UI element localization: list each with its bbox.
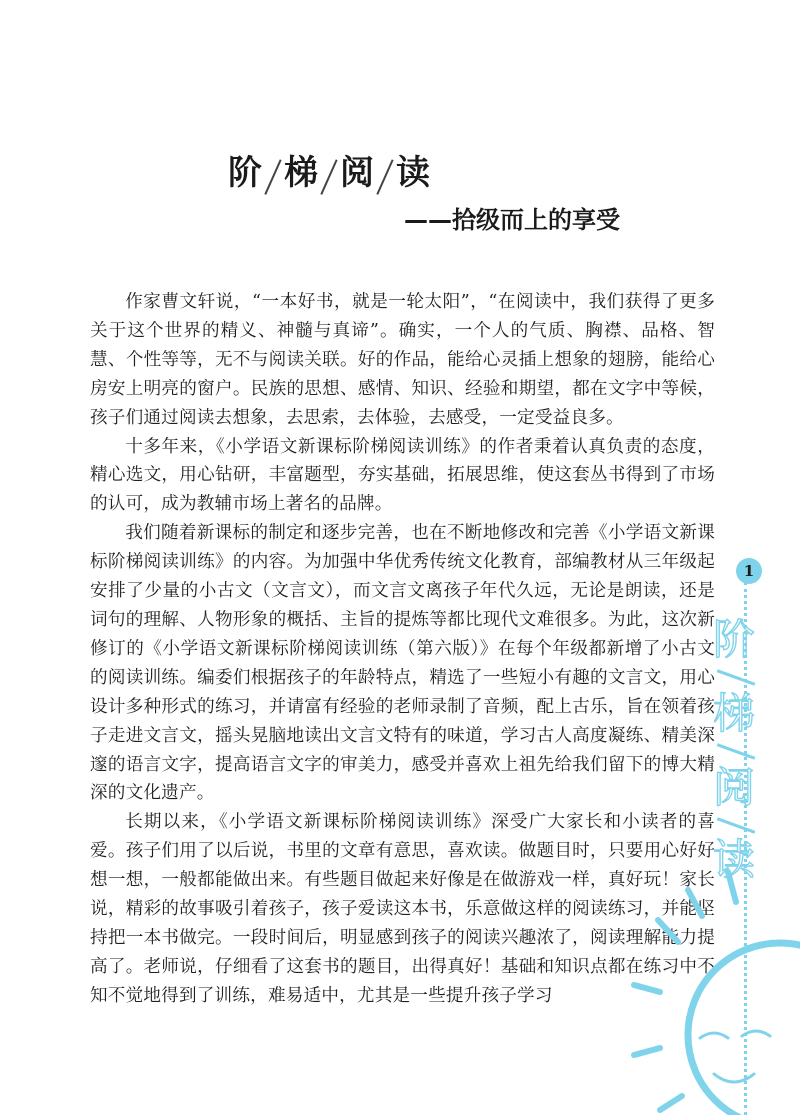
page-title bbox=[228, 148, 430, 198]
side-decor-char: 阶 bbox=[712, 615, 755, 664]
page-subtitle: ——拾级而上的享受 bbox=[404, 206, 620, 234]
page-number-badge: 1 bbox=[736, 558, 762, 584]
title-slash-divider bbox=[377, 148, 393, 198]
side-decor-char: 阅 bbox=[712, 763, 755, 812]
title-char: 梯 bbox=[284, 153, 318, 193]
body-text bbox=[90, 288, 715, 1011]
title-char: 阶 bbox=[228, 153, 262, 193]
paragraph: 十多年来，《小学语文新课标阶梯阅读训练》的作者秉着认真负责的态度，精心选文，用心钻研，丰富题型，夯实基础，拓展思维，使这套丛书得到了市场的认可，成为教辅市场上著名的品牌。 bbox=[90, 436, 715, 515]
side-decor-char: 梯 bbox=[712, 689, 755, 738]
side-decor-char: 读 bbox=[712, 835, 755, 884]
paragraph: 作家曹文轩说，“一本好书，就是一轮太阳”，“在阅读中，我们获得了更多关于这个世界的精义、神髓与真谛”。确实，一个人的气质、胸襟、品格、智慧、个性等等，无不与阅读关联。好的作品，能给心灵插上想象的翅膀，能给心房安上明亮的窗户。民族的思想、感情、知识、经验和期望，都在文字中等候，孩子们通过阅读去想象，去思索，去体验，去感受，一定受益良多。 bbox=[90, 292, 715, 428]
title-slash-divider bbox=[321, 148, 337, 198]
title-char: 阅 bbox=[340, 153, 374, 193]
sun-decoration-icon bbox=[630, 860, 800, 1115]
paragraph: 长期以来，《小学语文新课标阶梯阅读训练》深受广大家长和小读者的喜爱。孩子们用了以后说，书里的文章有意思，喜欢读。做题目时，只要用心好好想一想，一般都能做出来。有些题目做起来好像是在做游戏一样，真好玩！家长说，精彩的故事吸引着孩子，孩子爱读这本书，乐意做这样的阅读练习，并能坚持把一本书做完。一段时间后，明显感到孩子的阅读兴趣浓了，阅读理解能力提高了。老师说，仔细看了这套书的题目，出得真好！基础和知识点都在练习中不知不觉地得到了训练，难易适中，尤其是一些提升孩子学习 bbox=[90, 812, 715, 1006]
side-decor-bar bbox=[717, 743, 756, 759]
title-slash-divider bbox=[265, 148, 281, 198]
paragraph: 我们随着新课标的制定和逐步完善，也在不断地修改和完善《小学语文新课标阶梯阅读训练》的内容。为加强中华优秀传统文化教育，部编教材从三年级起安排了少量的小古文（文言文），而文言文离孩子年代久远，无论是朗读，还是词句的理解、人物形象的概括、主旨的提炼等都比现代文难很多。为此，这次新修订的《小学语文新课标阶梯阅读训练（第六版）》在每个年级都新增了小古文的阅读训练。编委们根据孩子的年龄特点，精选了一些短小有趣的文言文，用心设计多种形式的练习，并请富有经验的老师录制了音频，配上古乐，旨在领着孩子走进文言文，摇头晃脑地读出文言文特有的味道，学习古人高度凝练、精美深邃的语言文字，提高语言文字的审美力，感受并喜欢上祖先给我们留下的博大精深的文化遗产。 bbox=[90, 523, 715, 804]
title-char: 读 bbox=[396, 153, 430, 193]
side-decor-bar bbox=[717, 669, 756, 685]
